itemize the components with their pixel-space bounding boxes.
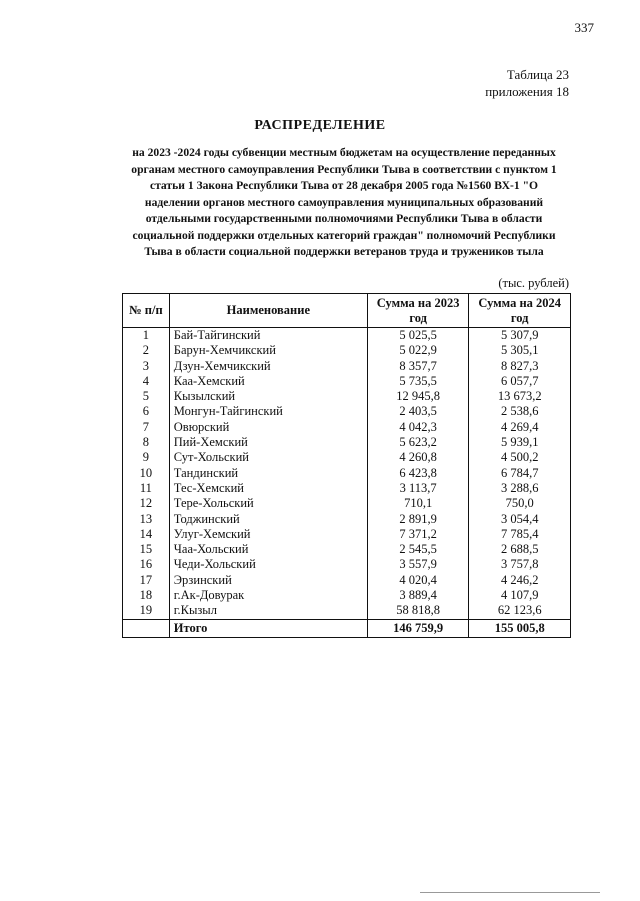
header-sum-2024: Сумма на 2024 год [469, 294, 571, 328]
cell-sum-2024: 2 538,6 [469, 404, 571, 419]
cell-num: 7 [123, 420, 170, 435]
cell-name: Монгун-Тайгинский [169, 404, 367, 419]
cell-sum-2023: 8 357,7 [367, 359, 469, 374]
cell-name: Тере-Хольский [169, 496, 367, 511]
cell-name: Тоджинский [169, 512, 367, 527]
cell-sum-2023: 2 403,5 [367, 404, 469, 419]
cell-name: Кызылский [169, 389, 367, 404]
table-row [123, 389, 571, 404]
table-row [123, 603, 571, 619]
cell-sum-2024: 62 123,6 [469, 603, 571, 619]
table-row [123, 496, 571, 511]
table-row [123, 404, 571, 419]
table-row [123, 512, 571, 527]
cell-num: 11 [123, 481, 170, 496]
cell-name: Улуг-Хемский [169, 527, 367, 542]
cell-num: 19 [123, 603, 170, 619]
cell-num: 1 [123, 328, 170, 344]
cell-sum-2024: 5 305,1 [469, 343, 571, 358]
table-row [123, 420, 571, 435]
cell-num: 4 [123, 374, 170, 389]
cell-num: 5 [123, 389, 170, 404]
cell-name: Чеди-Хольский [169, 557, 367, 572]
cell-num: 10 [123, 466, 170, 481]
cell-sum-2024: 5 939,1 [469, 435, 571, 450]
table-header-row [123, 294, 571, 328]
table-row [123, 450, 571, 465]
table-row [123, 359, 571, 374]
cell-sum-2024: 6 057,7 [469, 374, 571, 389]
document-title: РАСПРЕДЕЛЕНИЕ [254, 118, 386, 133]
cell-sum-2023: 3 557,9 [367, 557, 469, 572]
table-row [123, 435, 571, 450]
cell-name: г.Кызыл [169, 603, 367, 619]
table-row [123, 557, 571, 572]
cell-sum-2023: 7 371,2 [367, 527, 469, 542]
cell-num: 8 [123, 435, 170, 450]
cell-num: 14 [123, 527, 170, 542]
cell-sum-2024: 4 269,4 [469, 420, 571, 435]
cell-sum-2023: 4 042,3 [367, 420, 469, 435]
cell-sum-2024: 7 785,4 [469, 527, 571, 542]
cell-sum-2024: 2 688,5 [469, 542, 571, 557]
total-label: Итого [169, 619, 367, 637]
cell-sum-2024: 4 107,9 [469, 588, 571, 603]
distribution-table [122, 293, 571, 638]
cell-sum-2024: 5 307,9 [469, 328, 571, 344]
units-label: (тыс. рублей) [498, 276, 569, 290]
cell-sum-2023: 5 623,2 [367, 435, 469, 450]
cell-num: 2 [123, 343, 170, 358]
bottom-rule [420, 892, 600, 893]
cell-sum-2024: 13 673,2 [469, 389, 571, 404]
table-row [123, 481, 571, 496]
cell-sum-2023: 2 545,5 [367, 542, 469, 557]
table-reference [485, 66, 569, 100]
cell-sum-2024: 6 784,7 [469, 466, 571, 481]
cell-name: Барун-Хемчикский [169, 343, 367, 358]
cell-name: г.Ак-Довурак [169, 588, 367, 603]
table-row [123, 374, 571, 389]
cell-num: 16 [123, 557, 170, 572]
cell-name: Тандинский [169, 466, 367, 481]
cell-sum-2023: 6 423,8 [367, 466, 469, 481]
cell-name: Овюрский [169, 420, 367, 435]
header-name: Наименование [169, 294, 367, 328]
cell-num: 18 [123, 588, 170, 603]
total-num [123, 619, 170, 637]
cell-name: Эрзинский [169, 573, 367, 588]
cell-sum-2024: 750,0 [469, 496, 571, 511]
cell-sum-2024: 4 246,2 [469, 573, 571, 588]
header-num: № п/п [123, 294, 170, 328]
cell-num: 15 [123, 542, 170, 557]
cell-sum-2023: 5 735,5 [367, 374, 469, 389]
document-subtitle: на 2023 -2024 годы субвенции местным бюджетам на осуществление переданных органам местного самоуправления Республики Тыва в соответствии с пунктом 1 статьи 1 Закона Республики Тыва от 28 декабря 2005 года №1560 ВХ-1 "О наделении органов местного самоуправления муниципальных образований отдельными государственными полномочиями Республики Тыва в области социальной поддержки отдельных категорий граждан" полномочий Республики Тыва в области социальной поддержки ветеранов труда и тружеников тыла [131, 146, 557, 258]
cell-num: 13 [123, 512, 170, 527]
cell-sum-2023: 58 818,8 [367, 603, 469, 619]
table-total-row [123, 619, 571, 637]
table-row [123, 527, 571, 542]
total-sum-2023: 146 759,9 [367, 619, 469, 637]
cell-num: 6 [123, 404, 170, 419]
header-sum-2023: Сумма на 2023 год [367, 294, 469, 328]
cell-sum-2023: 2 891,9 [367, 512, 469, 527]
cell-num: 17 [123, 573, 170, 588]
cell-name: Бай-Тайгинский [169, 328, 367, 344]
cell-sum-2024: 3 757,8 [469, 557, 571, 572]
table-body [123, 328, 571, 638]
cell-name: Сут-Хольский [169, 450, 367, 465]
cell-num: 12 [123, 496, 170, 511]
cell-name: Чаа-Хольский [169, 542, 367, 557]
table-row [123, 588, 571, 603]
cell-sum-2023: 4 260,8 [367, 450, 469, 465]
cell-name: Каа-Хемский [169, 374, 367, 389]
page-number: 337 [574, 20, 594, 35]
cell-sum-2023: 5 022,9 [367, 343, 469, 358]
cell-name: Пий-Хемский [169, 435, 367, 450]
cell-num: 9 [123, 450, 170, 465]
cell-sum-2024: 4 500,2 [469, 450, 571, 465]
cell-sum-2023: 3 889,4 [367, 588, 469, 603]
cell-num: 3 [123, 359, 170, 374]
cell-sum-2024: 3 054,4 [469, 512, 571, 527]
cell-sum-2023: 12 945,8 [367, 389, 469, 404]
cell-name: Дзун-Хемчикский [169, 359, 367, 374]
cell-name: Тес-Хемский [169, 481, 367, 496]
cell-sum-2023: 5 025,5 [367, 328, 469, 344]
table-row [123, 573, 571, 588]
cell-sum-2023: 3 113,7 [367, 481, 469, 496]
cell-sum-2024: 3 288,6 [469, 481, 571, 496]
total-sum-2024: 155 005,8 [469, 619, 571, 637]
table-row [123, 542, 571, 557]
table-reference-line2: приложения 18 [485, 84, 569, 99]
table-reference-line1: Таблица 23 [506, 67, 569, 82]
table-row [123, 328, 571, 344]
cell-sum-2023: 710,1 [367, 496, 469, 511]
table-row [123, 466, 571, 481]
cell-sum-2024: 8 827,3 [469, 359, 571, 374]
cell-sum-2023: 4 020,4 [367, 573, 469, 588]
table-row [123, 343, 571, 358]
